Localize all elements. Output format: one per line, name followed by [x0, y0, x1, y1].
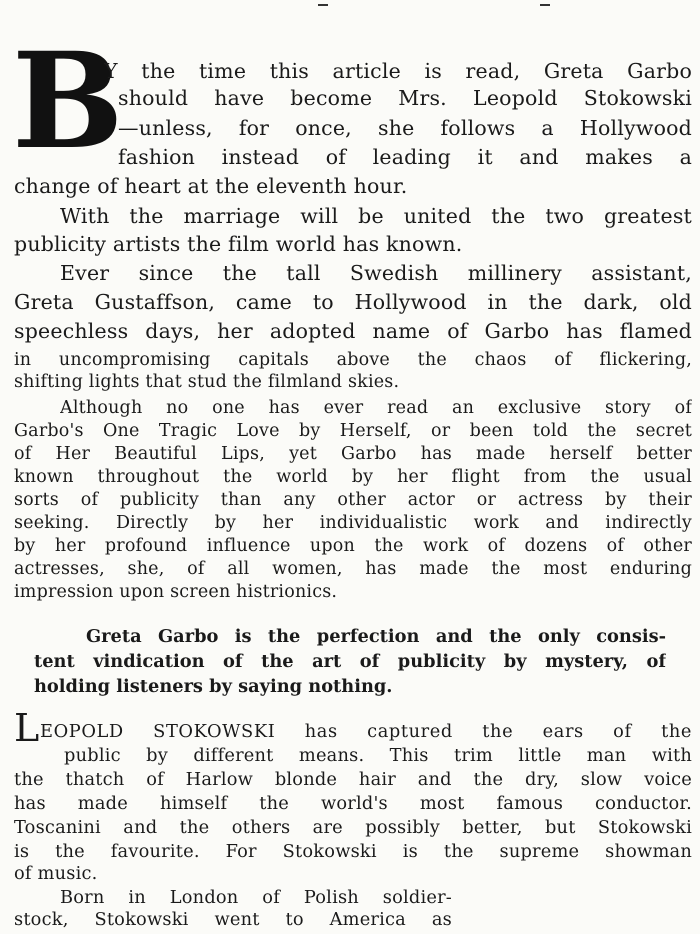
- p5-line-2: public by different means. This trim little man with: [64, 745, 692, 766]
- type-fragment-mark: [318, 0, 328, 6]
- p3-line-3: speechless days, her adopted name of Garbo has flamed: [14, 319, 692, 343]
- p3-line-5: shifting lights that stud the filmland skies.: [14, 372, 400, 392]
- top-edge-fragment: [0, 0, 700, 14]
- type-fragment-mark: [540, 0, 550, 6]
- p1-line-3: —unless, for once, she follows a Hollywood: [118, 116, 692, 140]
- p4-line-9: impression upon screen histrionics.: [14, 582, 338, 602]
- p4-line-6: seeking. Directly by her individualistic work and indirectly: [14, 513, 692, 533]
- p2-line-2: publicity artists the film world has known.: [14, 232, 463, 256]
- pull-quote-line-2: tent vindication of the art of publicity by mystery, of: [34, 651, 666, 672]
- p4-line-4: known throughout the world by her flight from the usual: [14, 467, 692, 487]
- p4-line-8: actresses, she, of all women, has made the most enduring: [14, 559, 692, 579]
- drop-cap-l: L: [14, 706, 40, 750]
- p5-line-1: EOPOLD STOKOWSKI has captured the ears of the: [40, 721, 692, 742]
- p1-line-1: Y the time this article is read, Greta Garbo: [104, 59, 692, 83]
- p5-line-5: Toscanini and the others are possibly better, but Stokowski: [14, 817, 692, 838]
- p5-line-3: the thatch of Harlow blonde hair and the dry, slow voice: [14, 769, 692, 790]
- p5-line-6: is the favourite. For Stokowski is the supreme showman: [14, 841, 692, 862]
- p5-line-7: of music.: [14, 863, 98, 884]
- p4-line-1: Although no one has ever read an exclusive story of: [60, 398, 692, 418]
- p1-line-2: should have become Mrs. Leopold Stokowski: [118, 86, 692, 110]
- p4-line-2: Garbo's One Tragic Love by Herself, or been told the secret: [14, 421, 692, 441]
- pull-quote-line-1: Greta Garbo is the perfection and the only consis-: [86, 626, 666, 647]
- p4-line-7: by her profound influence upon the work of dozens of other: [14, 536, 692, 556]
- p5-line-4: has made himself the world's most famous conductor.: [14, 793, 692, 814]
- p3-line-2: Greta Gustaffson, came to Hollywood in the dark, old: [14, 290, 692, 314]
- p2-line-1: With the marriage will be united the two greatest: [60, 204, 692, 228]
- p3-line-4: in uncompromising capitals above the chaos of flickering,: [14, 350, 692, 370]
- pull-quote-line-3: holding listeners by saying nothing.: [34, 676, 393, 697]
- p6-line-1: Born in London of Polish soldier-: [60, 887, 452, 908]
- p3-line-1: Ever since the tall Swedish millinery assistant,: [60, 261, 692, 285]
- p1-line-5: change of heart at the eleventh hour.: [14, 174, 408, 198]
- drop-cap-b: B: [12, 24, 124, 179]
- p4-line-5: sorts of publicity than any other actor or actress by their: [14, 490, 692, 510]
- p6-line-2: stock, Stokowski went to America as: [14, 909, 452, 930]
- p1-line-4: fashion instead of leading it and makes a: [118, 145, 692, 169]
- p4-line-3: of Her Beautiful Lips, yet Garbo has made herself better: [14, 444, 692, 464]
